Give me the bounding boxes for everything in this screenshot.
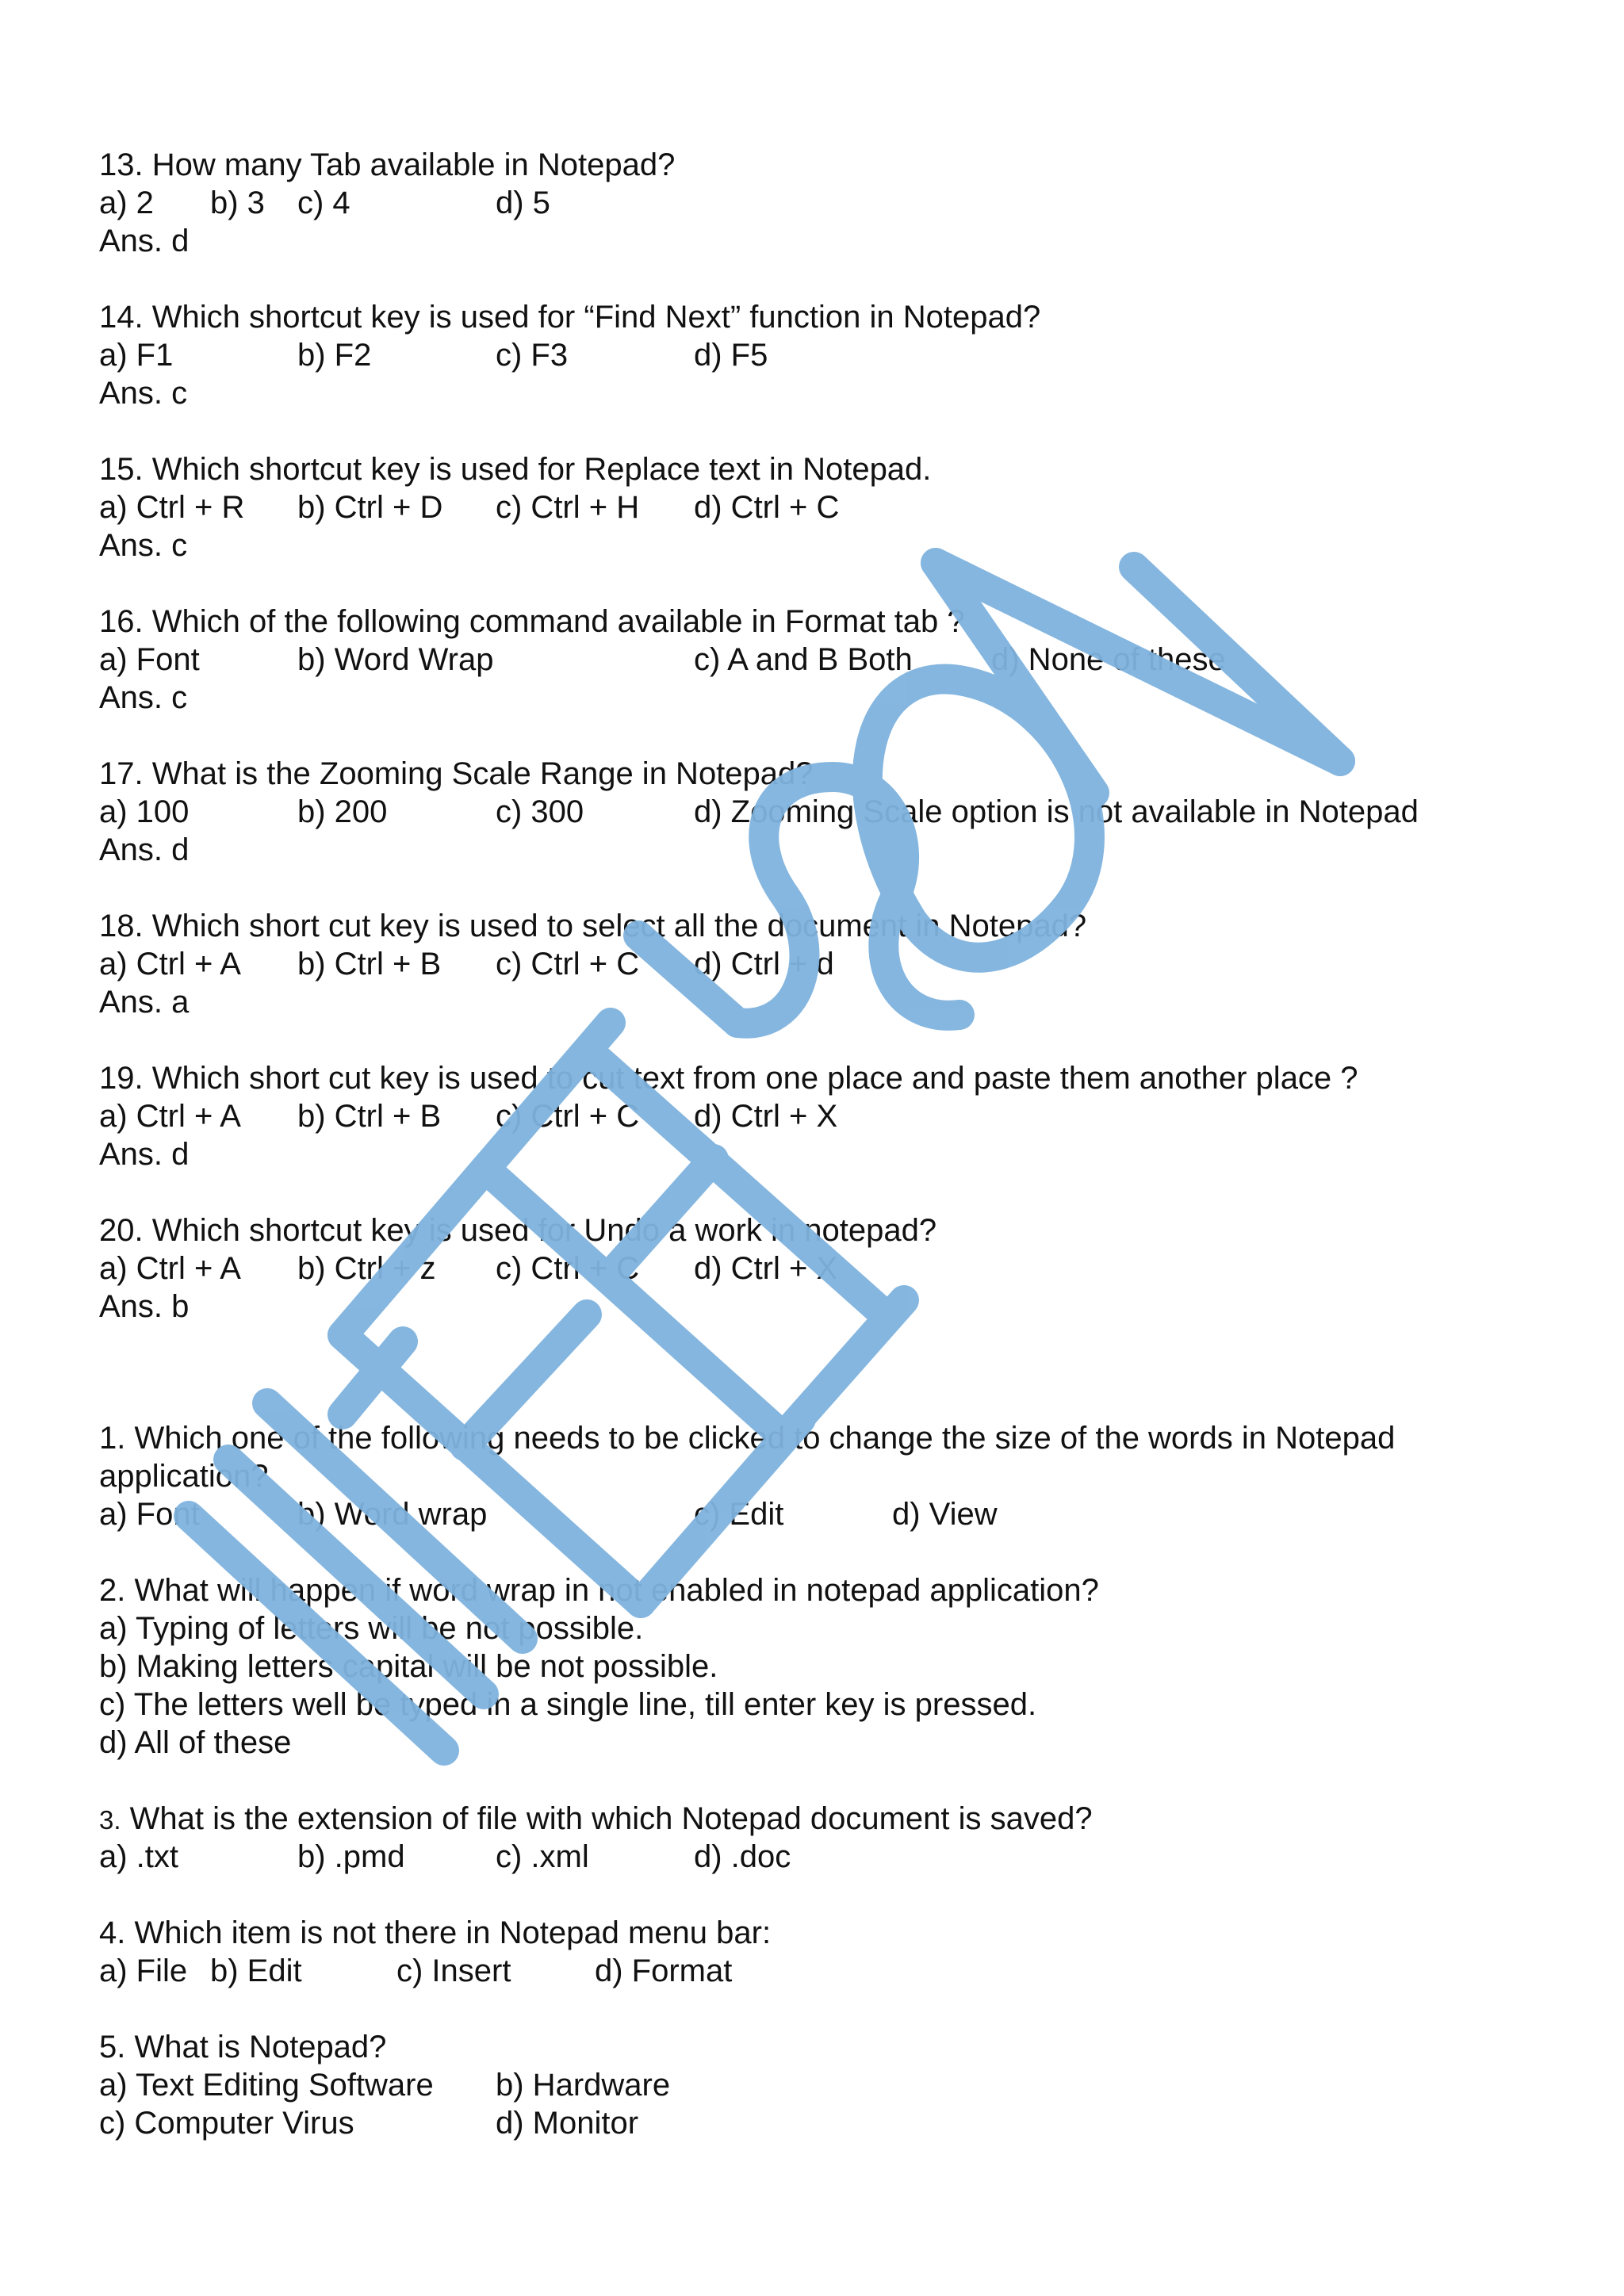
option-d: d) None of these xyxy=(991,642,1226,677)
question-text: 5. What is Notepad? xyxy=(99,2030,387,2064)
options-row xyxy=(99,641,1542,679)
answer-text: Ans. c xyxy=(99,528,188,563)
question-text: 1. Which one of the following needs to be clicked to change the size of the words in Notepad application? xyxy=(99,1421,1396,1494)
question-text: 19. Which short cut key is used to cut text from one place and paste them another place ? xyxy=(99,1061,1358,1096)
option-d: d) .doc xyxy=(694,1839,791,1874)
options-row xyxy=(99,945,1542,983)
question-text: 16. Which of the following command available in Format tab ? xyxy=(99,604,965,639)
option-a: a) File xyxy=(99,1954,188,1988)
option-d: d) All of these xyxy=(99,1725,292,1760)
options-row xyxy=(99,2104,1542,2142)
option-d: d) Ctrl + X xyxy=(694,1099,838,1134)
question-number: 3. xyxy=(99,1805,121,1835)
option-b: b) Ctrl + D xyxy=(297,490,443,525)
options-row xyxy=(99,184,1542,222)
option-c: c) F3 xyxy=(496,338,569,373)
option-c: c) Ctrl + C xyxy=(496,947,640,982)
option-d: d) Ctrl + d xyxy=(694,947,834,982)
option-c: c) Ctrl + H xyxy=(496,490,640,525)
option-c: c) Insert xyxy=(396,1954,511,1988)
option-a: a) Ctrl + A xyxy=(99,1099,241,1134)
question-18 xyxy=(99,907,1542,1021)
option-b: b) Making letters capital will be not possible. xyxy=(99,1649,718,1684)
options-row xyxy=(99,336,1542,374)
option-a: a) Font xyxy=(99,642,200,677)
option-a: a) Ctrl + A xyxy=(99,1251,241,1286)
question-19 xyxy=(99,1059,1542,1173)
option-a: a) Ctrl + A xyxy=(99,947,241,982)
question-16 xyxy=(99,603,1542,717)
options-row xyxy=(99,1249,1542,1288)
options-row xyxy=(99,793,1542,831)
question-text: 18. Which short cut key is used to select all the document in Notepad? xyxy=(99,909,1087,943)
option-b: b) 200 xyxy=(297,794,388,829)
question-p2-2 xyxy=(99,1571,1542,1762)
option-c: c) Ctrl + C xyxy=(496,1251,640,1286)
answer-text: Ans. d xyxy=(99,1137,190,1172)
option-b: b) 3 xyxy=(210,186,265,220)
option-c: c) A and B Both xyxy=(694,642,913,677)
option-c: c) Computer Virus xyxy=(99,2106,354,2141)
answer-text: Ans. d xyxy=(99,832,190,867)
answer-text: Ans. c xyxy=(99,680,188,715)
option-a: a) 2 xyxy=(99,186,154,220)
question-p2-3 xyxy=(99,1800,1542,1876)
question-text: 20. Which shortcut key is used for Undo a work in notepad? xyxy=(99,1213,937,1248)
option-a: a) Text Editing Software xyxy=(99,2068,434,2103)
option-b: b) Ctrl + B xyxy=(297,947,442,982)
question-text: 14. Which shortcut key is used for “Find Next” function in Notepad? xyxy=(99,300,1041,335)
question-text: 13. How many Tab available in Notepad? xyxy=(99,147,676,182)
question-text xyxy=(99,1800,1542,1838)
option-c: c) Ctrl + C xyxy=(496,1099,640,1134)
option-c: c) The letters well be typed in a single line, till enter key is pressed. xyxy=(99,1687,1037,1722)
option-d: d) Ctrl + C xyxy=(694,490,840,525)
option-b: b) F2 xyxy=(297,338,372,373)
question-17 xyxy=(99,755,1542,869)
question-p2-5 xyxy=(99,2028,1542,2142)
option-d: d) 5 xyxy=(496,186,550,220)
question-13 xyxy=(99,146,1542,260)
options-row xyxy=(99,2066,1542,2104)
option-b: b) Ctrl + B xyxy=(297,1099,442,1134)
option-c: c) 4 xyxy=(297,186,350,220)
option-b: b) .pmd xyxy=(297,1839,405,1874)
option-b: b) Word wrap xyxy=(297,1497,488,1532)
question-p2-1 xyxy=(99,1419,1542,1533)
options-row xyxy=(99,488,1542,526)
option-a: a) Ctrl + R xyxy=(99,490,245,525)
answer-text: Ans. c xyxy=(99,376,188,411)
options-row xyxy=(99,1952,1542,1990)
question-20 xyxy=(99,1211,1542,1326)
question-text: 17. What is the Zooming Scale Range in Notepad? xyxy=(99,756,814,791)
option-a: a) 100 xyxy=(99,794,190,829)
question-text: 4. Which item is not there in Notepad menu bar: xyxy=(99,1915,772,1950)
option-a: a) Typing of letters will be not possible. xyxy=(99,1611,644,1646)
option-d: d) Monitor xyxy=(496,2106,639,2141)
option-c: c) Edit xyxy=(694,1497,784,1532)
option-d: d) F5 xyxy=(694,338,768,373)
option-b: b) Edit xyxy=(210,1954,302,1988)
options-row xyxy=(99,1838,1542,1876)
options-row xyxy=(99,1495,1542,1533)
options-row xyxy=(99,1097,1542,1135)
question-body: What is the extension of file with which Notepad document is saved? xyxy=(121,1801,1093,1836)
question-text: 2. What will happen if word wrap in not enabled in notepad application? xyxy=(99,1573,1099,1608)
option-d: d) Ctrl + X xyxy=(694,1251,838,1286)
option-d: d) Format xyxy=(595,1954,733,1988)
question-text: 15. Which shortcut key is used for Replace text in Notepad. xyxy=(99,452,932,487)
option-c: c) 300 xyxy=(496,794,584,829)
option-a: a) .txt xyxy=(99,1839,179,1874)
option-b: b) Hardware xyxy=(496,2068,671,2103)
question-15 xyxy=(99,450,1542,564)
option-a: a) Font xyxy=(99,1497,200,1532)
answer-text: Ans. b xyxy=(99,1289,190,1324)
option-a: a) F1 xyxy=(99,338,174,373)
answer-text: Ans. d xyxy=(99,224,190,258)
answer-text: Ans. a xyxy=(99,985,190,1020)
document-body xyxy=(99,146,1542,2180)
option-b: b) Ctrl + z xyxy=(297,1251,436,1286)
option-d: d) View xyxy=(892,1497,998,1532)
option-b: b) Word Wrap xyxy=(297,642,494,677)
option-d: d) Zooming Scale option is not available in Notepad xyxy=(694,794,1419,829)
question-14 xyxy=(99,298,1542,412)
question-p2-4 xyxy=(99,1914,1542,1990)
option-c: c) .xml xyxy=(496,1839,589,1874)
